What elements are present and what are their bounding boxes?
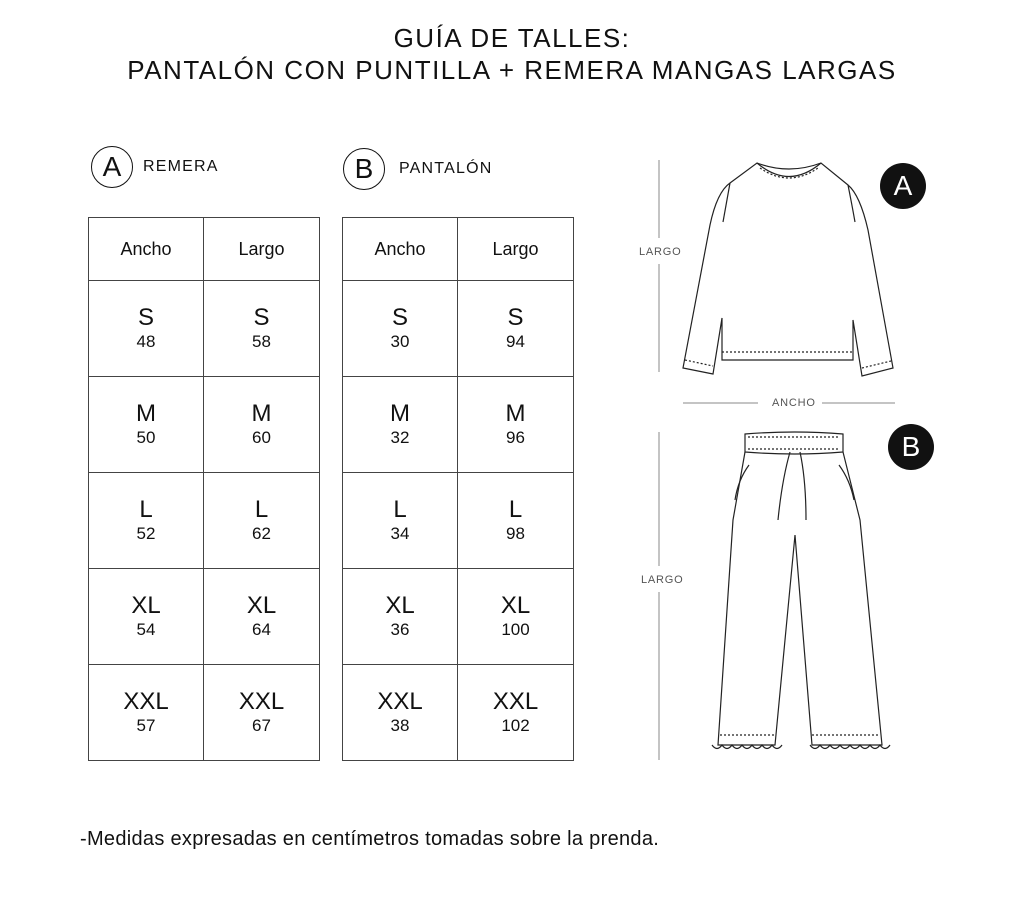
section-a-letter: A <box>91 146 133 188</box>
size-label: XL <box>500 591 531 619</box>
column-header-largo: Largo <box>204 218 320 281</box>
measure-value: 67 <box>252 715 271 735</box>
size-label: L <box>508 495 523 523</box>
measure-value: 102 <box>501 715 530 735</box>
shirt-length-label: LARGO <box>639 246 682 258</box>
size-label: M <box>251 399 272 427</box>
width-label: ANCHO <box>772 397 816 409</box>
size-label: XL <box>385 591 415 619</box>
measure-value: 60 <box>252 427 271 447</box>
measure-value: 34 <box>390 523 410 543</box>
size-label: L <box>139 495 153 523</box>
measurement-note: -Medidas expresadas en centímetros tomadas sobre la prenda. <box>80 828 660 850</box>
measure-value: 58 <box>252 331 271 351</box>
size-label: XXL <box>377 687 423 715</box>
size-label: XL <box>131 591 161 619</box>
section-a-label: REMERA <box>143 158 219 175</box>
size-label: S <box>253 303 270 331</box>
measure-value: 30 <box>390 331 410 351</box>
size-label: S <box>507 303 524 331</box>
pants-drawing-icon <box>712 432 890 749</box>
column-header-ancho: Ancho <box>343 218 458 281</box>
size-label: S <box>137 303 154 331</box>
title-line-2: PANTALÓN CON PUNTILLA + REMERA MANGAS LARGAS <box>127 55 897 85</box>
size-label: XXL <box>238 687 285 715</box>
title-line-1: GUÍA DE TALLES: <box>393 23 631 53</box>
pants-length-label: LARGO <box>641 574 684 586</box>
measure-value: 50 <box>136 427 156 447</box>
measure-value: 62 <box>252 523 271 543</box>
column-header-ancho: Ancho <box>89 218 204 281</box>
measure-value: 64 <box>252 619 271 639</box>
section-b-letter: B <box>343 148 385 190</box>
pants-badge: B <box>888 424 934 470</box>
measure-value: 54 <box>136 619 156 639</box>
shirt-drawing-icon <box>683 163 893 376</box>
measure-value: 100 <box>501 619 530 639</box>
section-b-label: PANTALÓN <box>399 160 493 177</box>
measure-value: 98 <box>506 523 525 543</box>
measure-value: 38 <box>390 715 410 735</box>
size-label: M <box>505 399 526 427</box>
measure-value: 94 <box>506 331 525 351</box>
measure-value: 36 <box>390 619 410 639</box>
size-label: L <box>254 495 269 523</box>
measure-value: 32 <box>390 427 410 447</box>
size-label: L <box>393 495 407 523</box>
shirt-badge: A <box>880 163 926 209</box>
measure-value: 48 <box>136 331 156 351</box>
size-label: S <box>391 303 408 331</box>
column-header-largo: Largo <box>458 218 574 281</box>
size-label: XXL <box>123 687 169 715</box>
size-label: M <box>136 399 156 427</box>
measure-value: 52 <box>136 523 156 543</box>
size-label: XXL <box>492 687 539 715</box>
measure-value: 57 <box>136 715 156 735</box>
size-label: M <box>390 399 410 427</box>
measure-value: 96 <box>506 427 525 447</box>
size-label: XL <box>246 591 277 619</box>
